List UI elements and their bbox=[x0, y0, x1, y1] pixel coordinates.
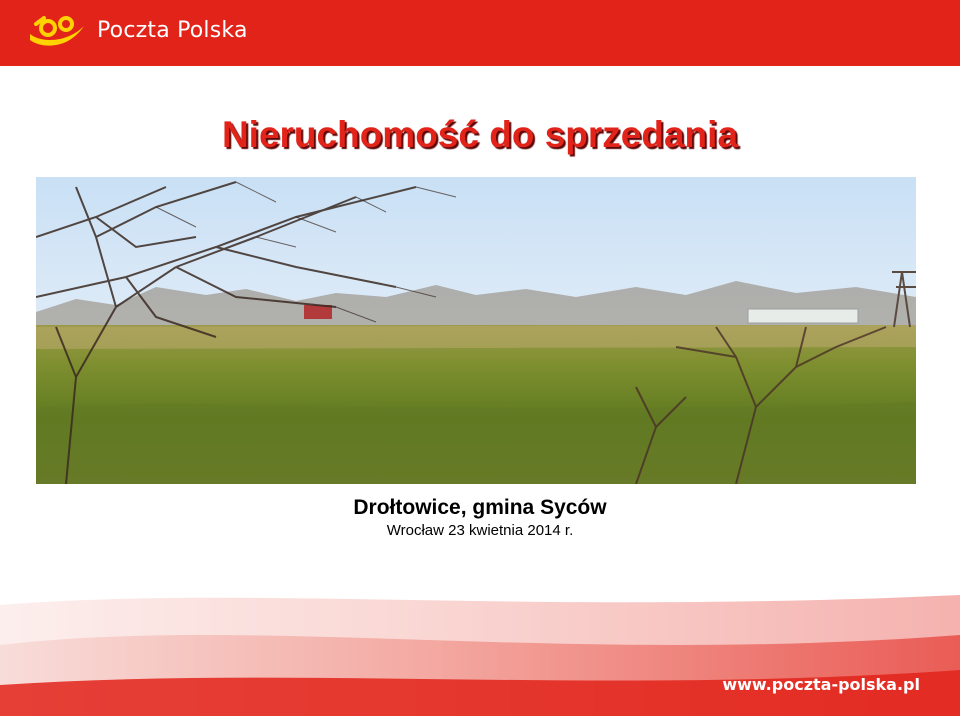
date-text: Wrocław 23 kwietnia 2014 r. bbox=[386, 522, 574, 539]
website-link[interactable]: www.poczta-polska.pl bbox=[722, 675, 920, 694]
property-photo bbox=[36, 177, 916, 484]
footer-band bbox=[0, 585, 960, 716]
location-text: Drołtowice, gmina Syców bbox=[353, 496, 607, 519]
poczta-polska-logo-icon bbox=[26, 14, 88, 52]
header-bar bbox=[0, 0, 960, 66]
page-title: Nieruchomość do sprzedania bbox=[221, 114, 739, 155]
brand-name: Poczta Polska bbox=[97, 18, 248, 43]
